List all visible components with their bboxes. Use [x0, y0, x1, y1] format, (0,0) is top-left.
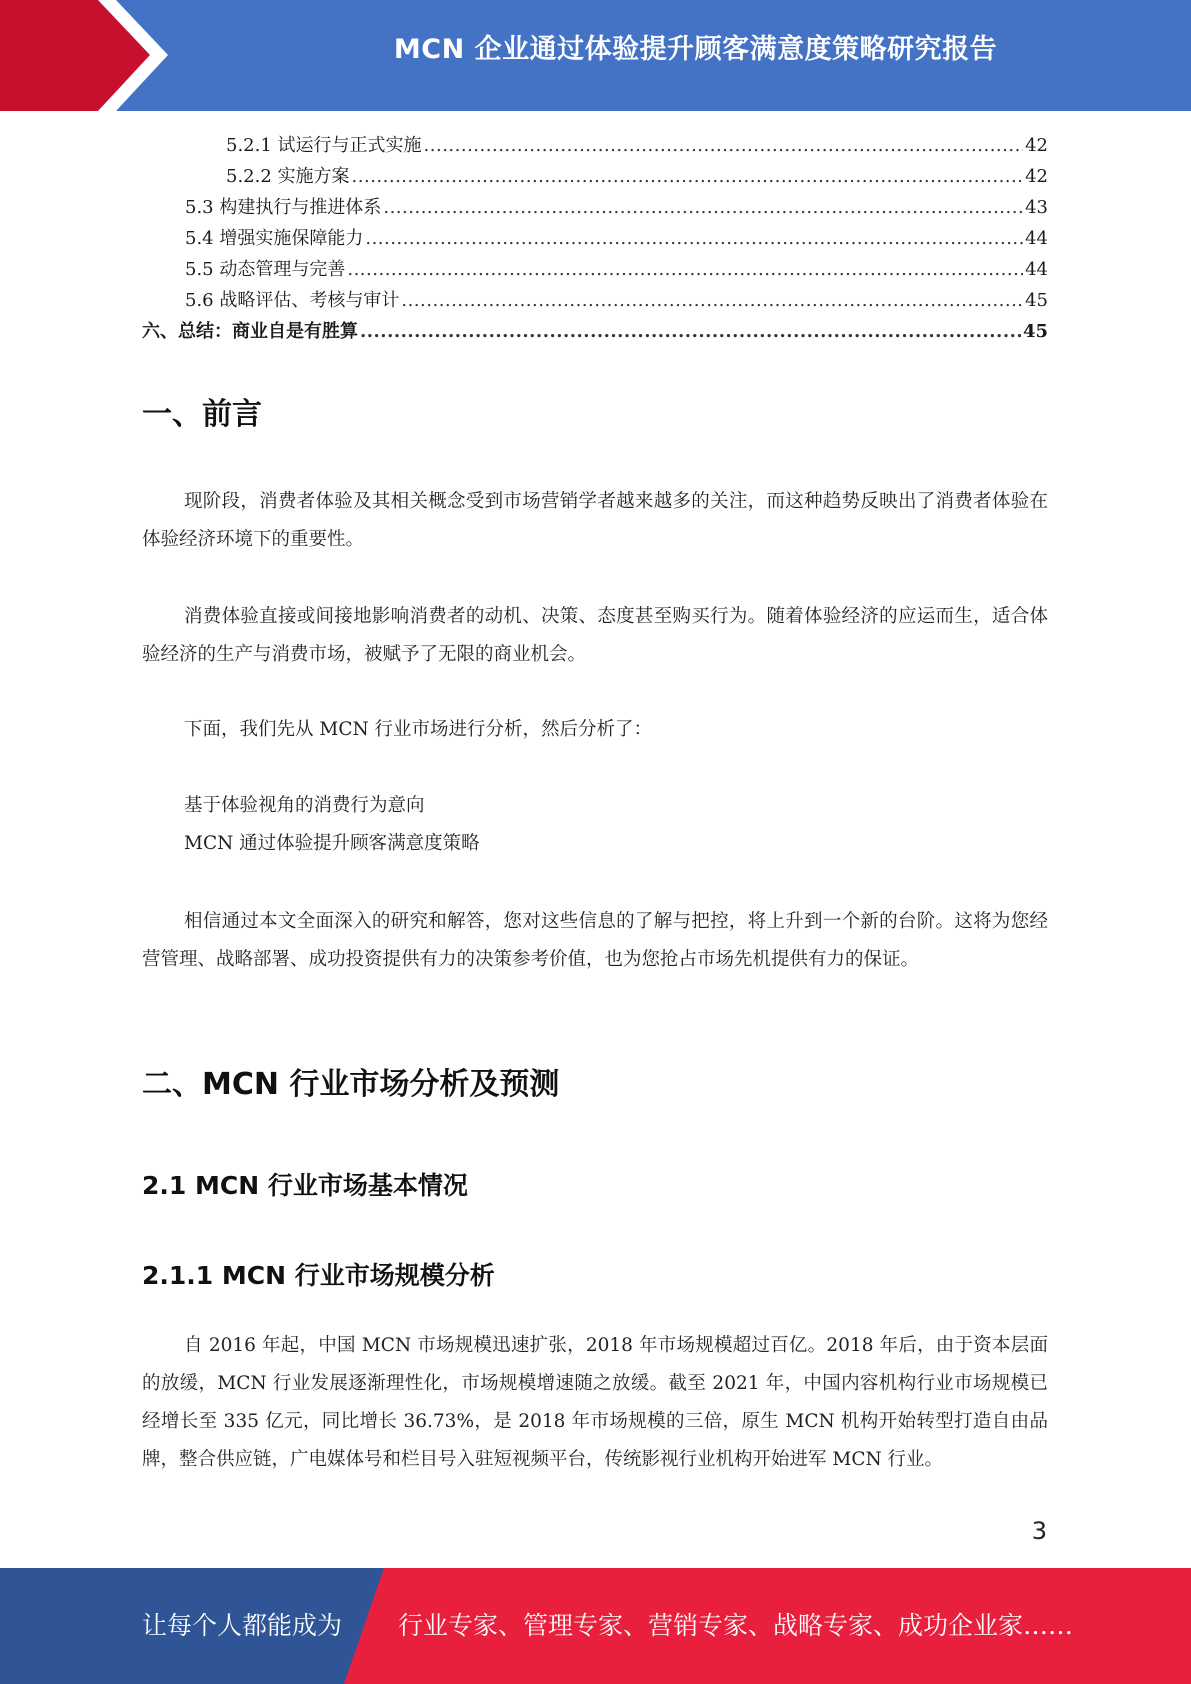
toc-entry[interactable]: [142, 193, 1048, 224]
section-heading: 二、MCN 行业市场分析及预测: [142, 1067, 560, 1102]
list-item: 基于体验视角的消费行为意向: [184, 795, 425, 816]
toc-leader: [383, 197, 1023, 218]
list-item: MCN 通过体验提升顾客满意度策略: [184, 833, 480, 854]
toc-label: 5.3 构建执行与推进体系: [185, 197, 382, 218]
toc-page: 42: [1025, 166, 1048, 187]
report-title: MCN 企业通过体验提升顾客满意度策略研究报告: [393, 34, 998, 65]
toc-entry[interactable]: [142, 131, 1048, 162]
page-footer: [0, 1568, 1191, 1684]
toc-entry[interactable]: [142, 286, 1048, 317]
toc-label: 5.2.2 实施方案: [226, 166, 350, 187]
paragraph: 现阶段，消费者体验及其相关概念受到市场营销学者越来越多的关注，而这种趋势反映出了消费者体验在体验经济环境下的重要性。: [142, 491, 1048, 550]
footer-slogan-right: 行业专家、管理专家、营销专家、战略专家、成功企业家……: [398, 1611, 1074, 1640]
toc-entry[interactable]: [142, 224, 1048, 255]
toc-entry[interactable]: [142, 162, 1048, 193]
toc-leader: [365, 228, 1023, 249]
toc-page: 42: [1025, 135, 1048, 156]
toc-page: 44: [1025, 228, 1048, 249]
footer-slogan-left: 让每个人都能成为: [142, 1611, 343, 1640]
toc-leader: [347, 259, 1023, 280]
subsection-heading: 2.1.1 MCN 行业市场规模分析: [142, 1261, 495, 1290]
toc-entry[interactable]: [142, 317, 1048, 348]
paragraph: 下面，我们先从 MCN 行业市场进行分析，然后分析了：: [184, 719, 653, 740]
subsection-heading: 2.1 MCN 行业市场基本情况: [142, 1171, 468, 1200]
table-of-contents: [142, 131, 1048, 348]
toc-label: 六、总结：商业自是有胜算: [142, 321, 358, 342]
toc-leader: [352, 166, 1024, 187]
toc-page: 43: [1025, 197, 1048, 218]
toc-page: 45: [1025, 290, 1048, 311]
page-header: [0, 0, 1191, 111]
paragraph: 自 2016 年起，中国 MCN 市场规模迅速扩张，2018 年市场规模超过百亿。2018 年后，由于资本层面的放缓，MCN 行业发展逐渐理性化，市场规模增速随之放缓。截至 2021 年，中国内容机构行业市场规模已经增长至 335 亿元，同比增长 36.73%，是 2018 年市场规模的三倍，原生 MCN 机构开始转型打造自由品牌，整合供应链，广电媒体号和栏目号入驻短视频平台，传统影视行业机构开始进军 MCN 行业。: [142, 1335, 1048, 1470]
toc-label: 5.6 战略评估、考核与审计: [185, 290, 400, 311]
toc-entry[interactable]: [142, 255, 1048, 286]
toc-leader: [401, 290, 1023, 311]
toc-page: 44: [1025, 259, 1048, 280]
toc-label: 5.2.1 试运行与正式实施: [226, 135, 422, 156]
paragraph: 消费体验直接或间接地影响消费者的动机、决策、态度甚至购买行为。随着体验经济的应运而生，适合体验经济的生产与消费市场，被赋予了无限的商业机会。: [142, 606, 1048, 665]
toc-leader: [360, 321, 1021, 342]
section-heading: 一、前言: [142, 397, 262, 432]
page-number: 3: [1031, 1517, 1047, 1545]
toc-leader: [424, 135, 1024, 156]
paragraph: 相信通过本文全面深入的研究和解答，您对这些信息的了解与把控，将上升到一个新的台阶。这将为您经营管理、战略部署、成功投资提供有力的决策参考价值，也为您抢占市场先机提供有力的保证。: [142, 911, 1048, 970]
toc-label: 5.4 增强实施保障能力: [185, 228, 364, 249]
toc-label: 5.5 动态管理与完善: [185, 259, 346, 280]
toc-page: 45: [1022, 321, 1048, 342]
